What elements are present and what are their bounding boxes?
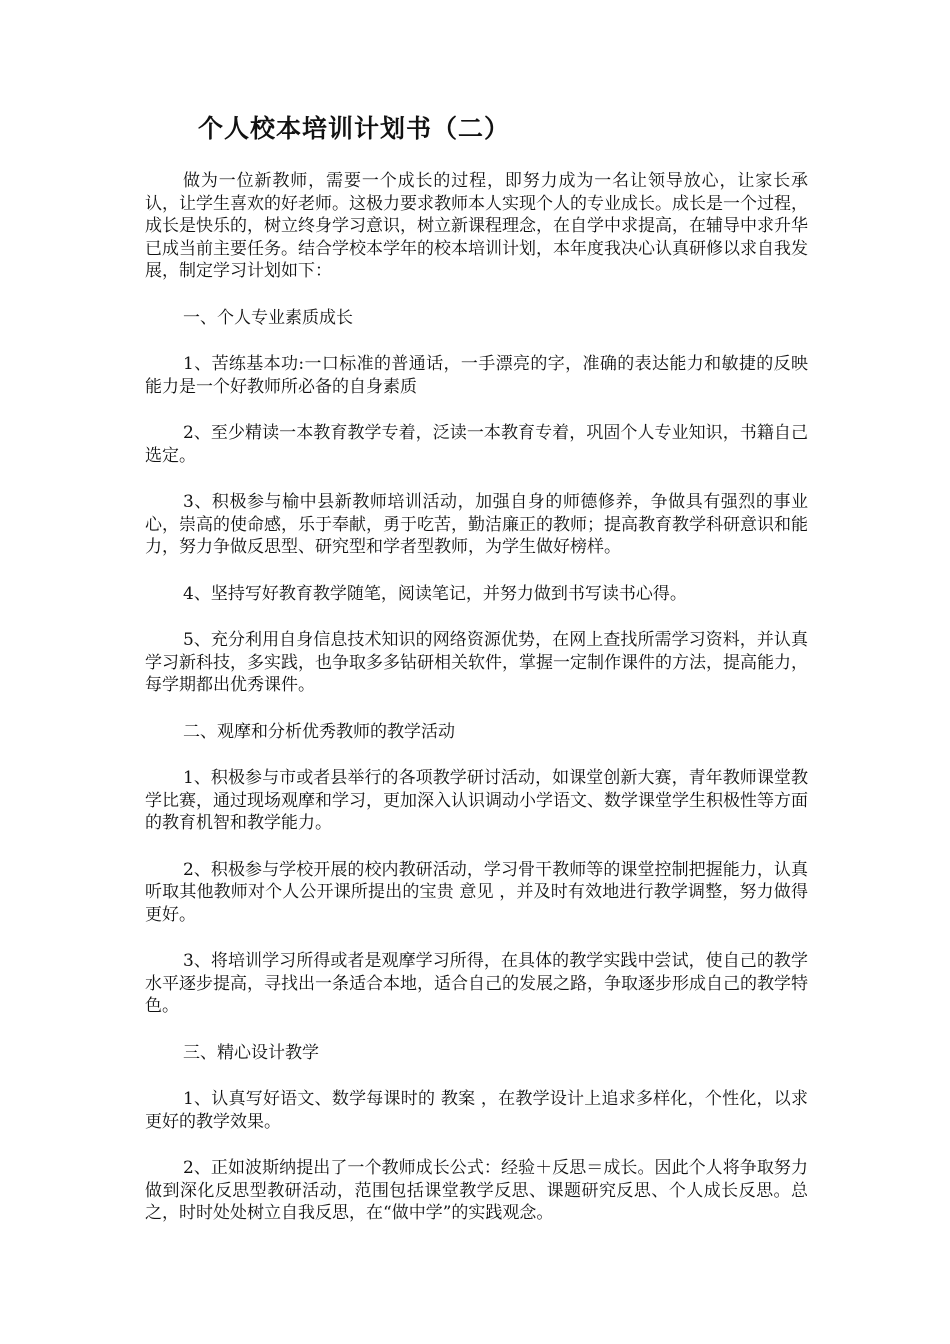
document-title: 个人校本培训计划书（二） xyxy=(198,114,511,143)
section3-item-1: 1、认真写好语文、数学每课时的 教案 ，在教学设计上追求多样化，个性化，以求更好的教学效果。 xyxy=(145,1089,808,1132)
section1-item-1: 1、苦练基本功:一口标准的普通话，一手漂亮的字，准确的表达能力和敏捷的反映能力是一个好教师所必备的自身素质 xyxy=(145,354,808,397)
section1-item-5: 5、充分利用自身信息技术知识的网络资源优势，在网上查找所需学习资料，并认真学习新科技，多实践，也争取多多钻研相关软件，掌握一定制作课件的方法，提高能力，每学期都出优秀课件。 xyxy=(145,630,808,695)
section1-item-2: 2、至少精读一本教育教学专着，泛读一本教育专着，巩固个人专业知识，书籍自己选定。 xyxy=(145,423,808,466)
document-body xyxy=(145,170,808,1249)
section2-item-3: 3、将培训学习所得或者是观摩学习所得，在具体的教学实践中尝试，使自己的教学水平逐步提高，寻找出一条适合本地，适合自己的发展之路，争取逐步形成自己的教学特色。 xyxy=(145,951,808,1016)
section2-item-2: 2、积极参与学校开展的校内教研活动，学习骨干教师等的课堂控制把握能力，认真听取其他教师对个人公开课所提出的宝贵 意见 ，并及时有效地进行教学调整，努力做得更好。 xyxy=(145,859,808,925)
section1-item-4: 4、坚持写好教育教学随笔，阅读笔记，并努力做到书写读书心得。 xyxy=(183,583,687,604)
section-heading-1: 一、个人专业素质成长 xyxy=(183,307,353,328)
intro-paragraph: 做为一位新教师，需要一个成长的过程，即努力成为一名让领导放心，让家长承认，让学生喜欢的好老师。这极力要求教师本人实现个人的专业成长。成长是一个过程，成长是快乐的，树立终身学习意识，树立新课程理念，在自学中求提高，在辅导中求升华已成当前主要任务。结合学校本学年的校本培训计划，本年度我决心认真研修以求自我发展，制定学习计划如下： xyxy=(145,171,808,281)
section1-item-3: 3、积极参与榆中县新教师培训活动，加强自身的师德修养，争做具有强烈的事业心，崇高的使命感，乐于奉献，勇于吃苦，勤洁廉正的教师；提高教育教学科研意识和能力，努力争做反思型、研究型和学者型教师，为学生做好榜样。 xyxy=(145,492,808,557)
section-heading-2: 二、观摩和分析优秀教师的教学活动 xyxy=(183,721,455,742)
section2-item-1: 1、积极参与市或者县举行的各项教学研讨活动，如课堂创新大赛，青年教师课堂教学比赛，通过现场观摩和学习，更加深入认识调动小学语文、数学课堂学生积极性等方面的教育机智和教学能力。 xyxy=(145,768,808,833)
section-heading-3: 三、精心设计教学 xyxy=(183,1042,319,1063)
section3-item-2: 2、正如波斯纳提出了一个教师成长公式：经验＋反思＝成长。因此个人将争取努力做到深化反思型教研活动，范围包括课堂教学反思、课题研究反思、个人成长反思。总之，时时处处树立自我反思，在“做中学”的实践观念。 xyxy=(145,1158,808,1223)
